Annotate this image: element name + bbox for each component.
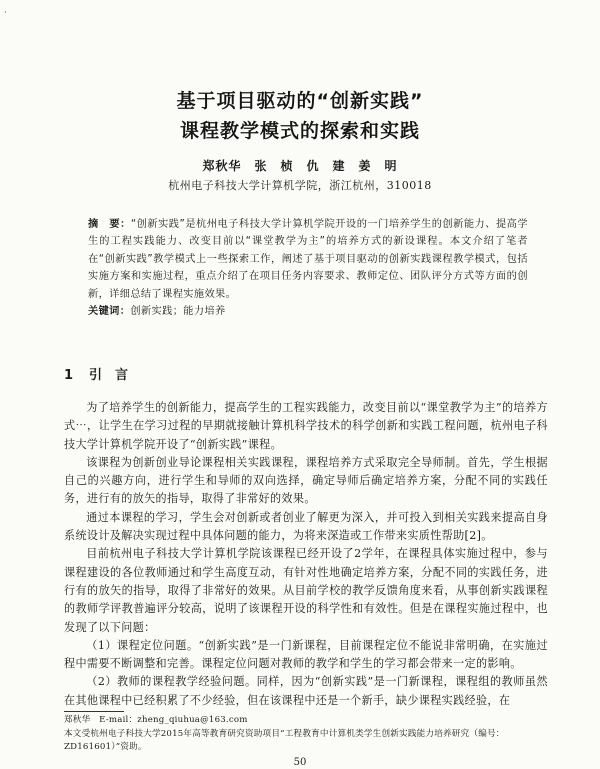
footnote-rule (64, 711, 124, 712)
paragraph-6: （2）教师的课程教学经验问题。同样，因为“创新实践”是一门新课程，课程组的教师虽然在其他课程中已经积累了不少经验，但在该课程中还是一个新手，缺少课程实践经验，在 (64, 675, 548, 707)
page-number: 50 (293, 757, 307, 768)
keywords (88, 303, 528, 320)
keywords-text: 创新实践；能力培养 (130, 306, 226, 318)
abstract-text: “创新实践”是杭州电子科技大学计算机学院开设的一门培养学生的创新能力、提高学生的工程实践能力、改变目前以“课堂教学为主”的培养方式的新设课程。本文介绍了笔者在“创新实践”教学模式上一些探索工作，阐述了基于项目驱动的创新实践课程教学模式，包括实施方案和实施过程，重点介绍了在项目任务内容要求、教师定位、团队评分方式等方面的创新，详细总结了课程实施效果。 (88, 219, 528, 300)
paper-title-line-1: 基于项目驱动的“创新实践” (176, 90, 424, 112)
paragraph-5: （1）课程定位问题。“创新实践”是一门新课程，目前课程定位不能说非常明确，在实施过程中需要不断调整和完善。课程定位问题对教师的教学和学生的学习都会带来一定的影响。 (64, 638, 548, 671)
paper-title-line-2: 课程教学模式的探索和实践 (179, 120, 420, 142)
footnote (64, 714, 548, 755)
section-title: 引 言 (89, 368, 129, 383)
section-heading (64, 364, 128, 383)
paragraph-2-visible: 该课程为创新创业导论课程相关实践课程，课程培养方式采取完全导师制。首先，学生根据自己的兴趣方向，进行学生和导师的双向选择，确定导师后确定培养方案，分配不同的实践任务，进行有的放矢的指导，取得了非常好的效果。 (64, 455, 548, 506)
keywords-label: 关键词： (88, 306, 131, 318)
corner-mark: · (4, 8, 7, 18)
abstract-label: 摘 要： (88, 219, 131, 230)
abstract (88, 216, 528, 320)
body-text (64, 399, 548, 710)
affiliation: 杭州电子科技大学计算机学院，浙江杭州，310018 (168, 179, 432, 192)
footnote-author: 郑秋华 E-mail：zheng_qiuhua@163.com (64, 715, 248, 725)
paragraph-4: 目前杭州电子科技大学计算机学院该课程已经开设了2学年，在课程具体实施过程中，参与课程建设的各位教师通过和学生高度互动，有针对性地确定培养方案，分配不同的实践任务，进行有的放矢的指导，取得了非常好的效果。从目前学校的教学反馈角度来看，从事创新实践课程的教师学评教普遍评分较高，说明了该课程开设的科学性和有效性。但是在课程实施过程中，也发现了以下问题： (64, 547, 548, 634)
author-list: 郑秋华 张 桢 仇 建 姜 明 (202, 159, 398, 173)
footnote-fund: 本文受杭州电子科技大学2015年高等教育研究资助项目“工程教育中计算机类学生创新实践能力培养研究（编号：ZD161601）”资助。 (64, 728, 505, 752)
paragraph-3: 通过本课程的学习，学生会对创新或者创业了解更为深入，并可投入到相关实践来提高自身系统设计及解决实现过程中具体问题的能力，为将来深造或工作带来实质性帮助[2]。 (64, 510, 548, 543)
section-number: 1 (64, 368, 74, 383)
paragraph-1: 为了培养学生的创新能力，提高学生的工程实践能力，改变目前以“课堂教学为主”的培养方式⋯，让学生在学习过程的早期就接触计算机科学技术的科学创新和实践工程问题，杭州电子科技大学计算机学院开设了“创新实践”课程。 (64, 401, 548, 451)
